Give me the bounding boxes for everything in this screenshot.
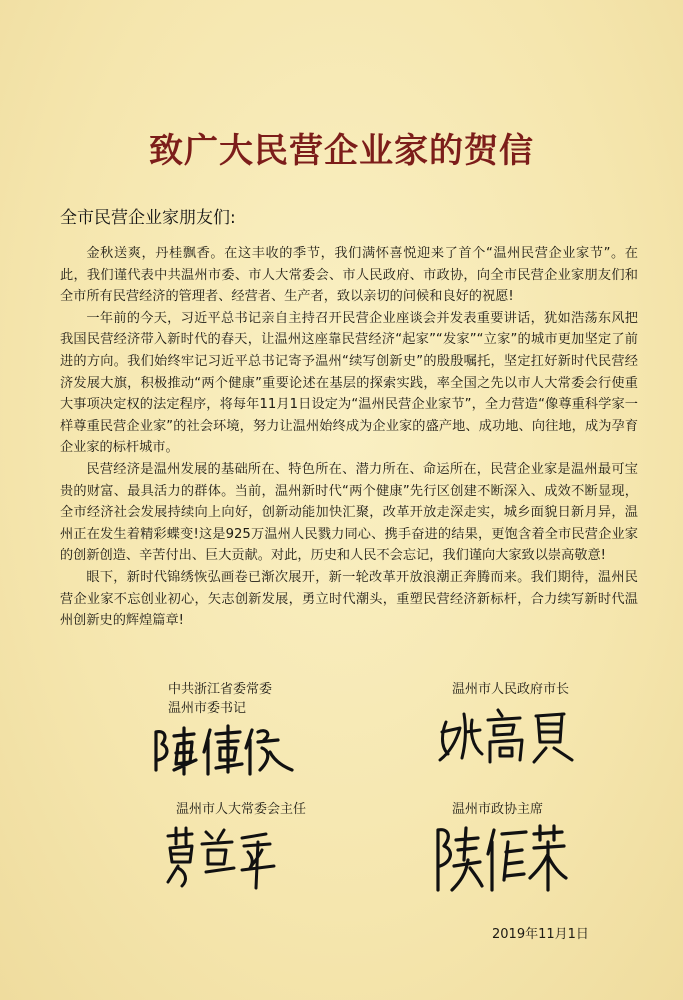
signatory-party-secretary (168, 680, 272, 718)
handwritten-signature-icon (436, 702, 586, 766)
paragraph: 一年前的今天，习近平总书记亲自主持召开民营企业座谈会并发表重要讲话，犹如浩荡东风把我国民营经济带入新时代的春天，让温州这座靠民营经济“起家”“发家”“立家”的城市更加坚定了前进的方向。我们始终牢记习近平总书记寄予温州“续写创新史”的殷殷嘱托，坚定扛好新时代民营经济发展大旗，积极推动“两个健康”重要论述在基层的探索实践，率全国之先以市人大常委会行使重大事项决定权的法定程序，将每年11月1日设定为“温州民营企业家节”，全力营造“像尊重科学家一样尊重民营企业家”的社会环境，努力让温州始终成为企业家的盛产地、成功地、向往地，成为孕育企业家的标杆城市。 (60, 310, 638, 456)
signatory-npc-director (176, 800, 306, 819)
handwritten-signature-icon (162, 822, 282, 892)
signature-yao-gaoyuan (436, 702, 586, 766)
signature-chen-weijun (148, 718, 298, 778)
paragraph: 金秋送爽，丹桂飘香。在这丰收的季节，我们满怀喜悦迎来了首个“温州民营企业家节”。在此，我们谨代表中共温州市委、市人大常委会、市人民政府、市政协，向全市民营企业家朋友们和全市所有民营经济的管理者、经营者、生产者，致以亲切的问候和良好的祝愿! (60, 246, 638, 305)
letter-title: 致广大民营企业家的贺信 (149, 131, 534, 171)
handwritten-signature-icon (430, 820, 570, 900)
signatory-title: 中共浙江省委常委 (168, 682, 273, 697)
handwritten-signature-icon (148, 718, 298, 778)
letter-body (60, 243, 638, 632)
signatory-mayor (452, 680, 569, 699)
signature-chen-zuorong (430, 820, 570, 900)
signature-ge-yiping (162, 822, 282, 892)
signatory-title: 温州市人大常委会主任 (176, 802, 307, 817)
signatory-title: 温州市委书记 (168, 701, 247, 716)
signatory-cppcc-chairman (452, 800, 543, 819)
signatory-title: 温州市政协主席 (452, 802, 544, 817)
paragraph: 民营经济是温州发展的基础所在、特色所在、潜力所在、命运所在，民营企业家是温州最可宝贵的财富、最具活力的群体。当前，温州新时代“两个健康”先行区创建不断深入、成效不断显现，全市经济社会发展持续向上向好，创新动能加快汇聚，改革开放走深走实，城乡面貌日新月异，温州正在发生着精彩蝶变!这是925万温州人民戮力同心、携手奋进的结果，更饱含着全市民营企业家的创新创造、辛苦付出、巨大贡献。对此，历史和人民不会忘记，我们谨向大家致以崇高敬意! (60, 461, 638, 564)
salutation: 全市民营企业家朋友们: (60, 208, 236, 228)
letter-date: 2019年11月1日 (492, 927, 589, 942)
paragraph: 眼下，新时代锦绣恢弘画卷已渐次展开，新一轮改革开放浪潮正奔腾而来。我们期待，温州民营企业家不忘创业初心，矢志创新发展，勇立时代潮头，重塑民营经济新标杆，合力续写新时代温州创新史的辉煌篇章! (60, 569, 638, 629)
signatory-title: 温州市人民政府市长 (452, 682, 570, 697)
